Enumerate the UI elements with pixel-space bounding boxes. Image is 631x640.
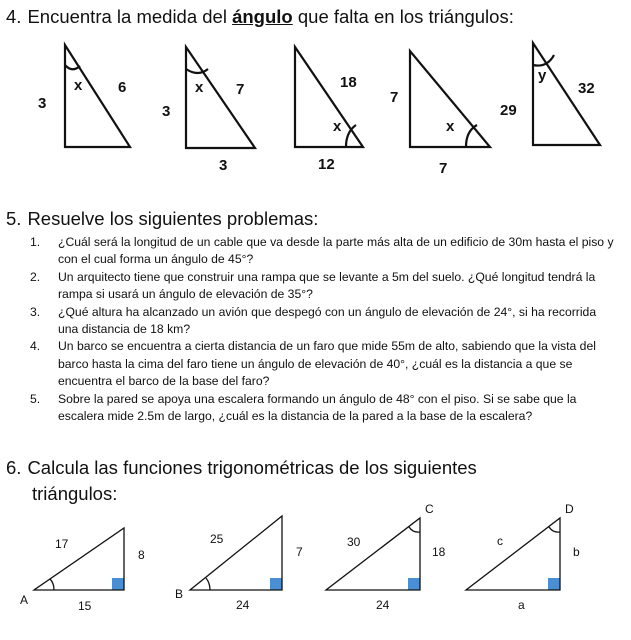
problem-item <box>14 304 614 339</box>
triangle-d-vertex: D <box>565 502 574 516</box>
section4-title-after: que falta en los triángulos: <box>292 6 514 27</box>
triangle-3-bottom: 12 <box>318 156 335 173</box>
triangle-b <box>190 516 282 590</box>
triangle-d-angle-arc <box>549 527 560 532</box>
problem-list <box>14 234 614 425</box>
section6-triangles <box>0 498 631 640</box>
section4-heading <box>6 6 514 28</box>
triangle-5-var: y <box>538 67 547 84</box>
problem-text: Un barco se encuentra a cierta distancia de un faro que mide 55m de alto, sabiendo que la vista del barco hasta la cima del faro tiene un ángulo de elevación de 40°, ¿cuál es la distancia a que se encuentra el barco de la base del faro? <box>58 339 596 389</box>
triangle-b-angle-arc <box>206 578 210 590</box>
triangle-c-angle-arc <box>409 527 420 532</box>
problem-number: 4. <box>30 339 41 354</box>
triangle-c-hyp: 30 <box>347 535 361 549</box>
triangle-c <box>326 518 420 590</box>
triangle-3-hyp: 18 <box>340 74 357 91</box>
triangle-5-hyp: 32 <box>578 80 595 97</box>
triangle-a-base: 15 <box>78 599 92 613</box>
problem-item <box>14 234 614 269</box>
triangle-3-var: x <box>333 118 342 135</box>
triangle-a-vertex: A <box>20 593 29 607</box>
problem-number: 3. <box>30 304 41 319</box>
problem-item <box>14 391 614 426</box>
section4-triangles <box>0 35 631 185</box>
triangle-2 <box>186 47 255 148</box>
triangle-1-hyp: 6 <box>118 79 127 96</box>
triangle-4-left: 7 <box>390 89 399 106</box>
triangle-2-left: 3 <box>162 103 171 120</box>
triangle-4-var: x <box>446 118 455 135</box>
triangle-2-hyp: 7 <box>236 81 245 98</box>
triangle-c-side: 18 <box>432 545 446 559</box>
triangle-d-base: a <box>518 598 525 612</box>
triangle-4-bottom: 7 <box>439 160 448 177</box>
triangle-2-angle-arc <box>186 69 208 73</box>
triangle-a-right-angle-marker <box>112 578 124 590</box>
triangle-c-base: 24 <box>376 598 390 612</box>
triangle-a-side: 8 <box>138 548 145 562</box>
problem-number: 1. <box>30 235 41 249</box>
triangle-1 <box>65 45 130 147</box>
section5-title: Resuelve los siguientes problemas: <box>27 208 319 229</box>
section5-number: 5. <box>6 208 22 229</box>
problem-number: 2. <box>30 269 41 284</box>
triangle-a-hyp: 17 <box>55 537 69 551</box>
section5-heading <box>6 208 318 230</box>
triangle-c-right-angle-marker <box>408 578 420 590</box>
problem-text: ¿Qué altura ha alcanzado un avión que despegó con un ángulo de elevación de 24°, si ha recorrida una distancia de 18 km? <box>58 304 597 337</box>
triangle-2-var: x <box>195 79 204 96</box>
triangle-b-right-angle-marker <box>270 578 282 590</box>
section6-number: 6. <box>6 457 22 478</box>
problem-item <box>14 269 614 304</box>
triangle-a <box>34 528 124 590</box>
section4-title-emphasis: ángulo <box>232 6 293 27</box>
problem-text: Sobre la pared se apoya una escalera formando un ángulo de 48° con el piso. Si se sabe que la escalera mide 2.5m de largo, ¿cuál es la distancia de la pared a la base de la escalera? <box>58 391 577 424</box>
section4-title-before: Encuentra la medida del <box>27 6 233 27</box>
triangle-a-angle-arc <box>50 579 54 590</box>
triangle-b-vertex: B <box>175 587 184 601</box>
triangle-d-right-angle-marker <box>548 578 560 590</box>
triangle-d <box>466 518 560 590</box>
problem-text: ¿Cuál será la longitud de un cable que va desde la parte más alta de un edificio de 30m hasta el piso y con el cual forma un ángulo de 45°? <box>58 235 614 267</box>
triangle-3 <box>295 47 363 147</box>
section6-title-line1: Calcula las funciones trigonométricas de los siguientes <box>27 457 477 478</box>
section6-title-line2: triángulos: <box>32 483 118 504</box>
section4-number: 4. <box>6 6 22 27</box>
triangle-1-left: 3 <box>38 95 47 112</box>
problem-item <box>14 338 614 390</box>
triangle-1-var: x <box>74 77 83 94</box>
triangle-b-hyp: 25 <box>210 532 224 546</box>
triangle-d-hyp: c <box>497 534 503 548</box>
problem-text: Un arquitecto tiene que construir una rampa que se levante a 5m del suelo. ¿Qué longitud tendrá la rampa si usará un ángulo de elevación de 35°? <box>58 269 596 302</box>
triangle-d-side: b <box>573 545 580 559</box>
triangle-5-left: 29 <box>500 102 517 119</box>
triangle-c-vertex: C <box>425 502 434 516</box>
problem-number: 5. <box>30 391 41 406</box>
triangle-b-side: 7 <box>296 545 303 559</box>
triangle-b-base: 24 <box>236 598 250 612</box>
triangle-2-bottom: 3 <box>219 157 228 174</box>
